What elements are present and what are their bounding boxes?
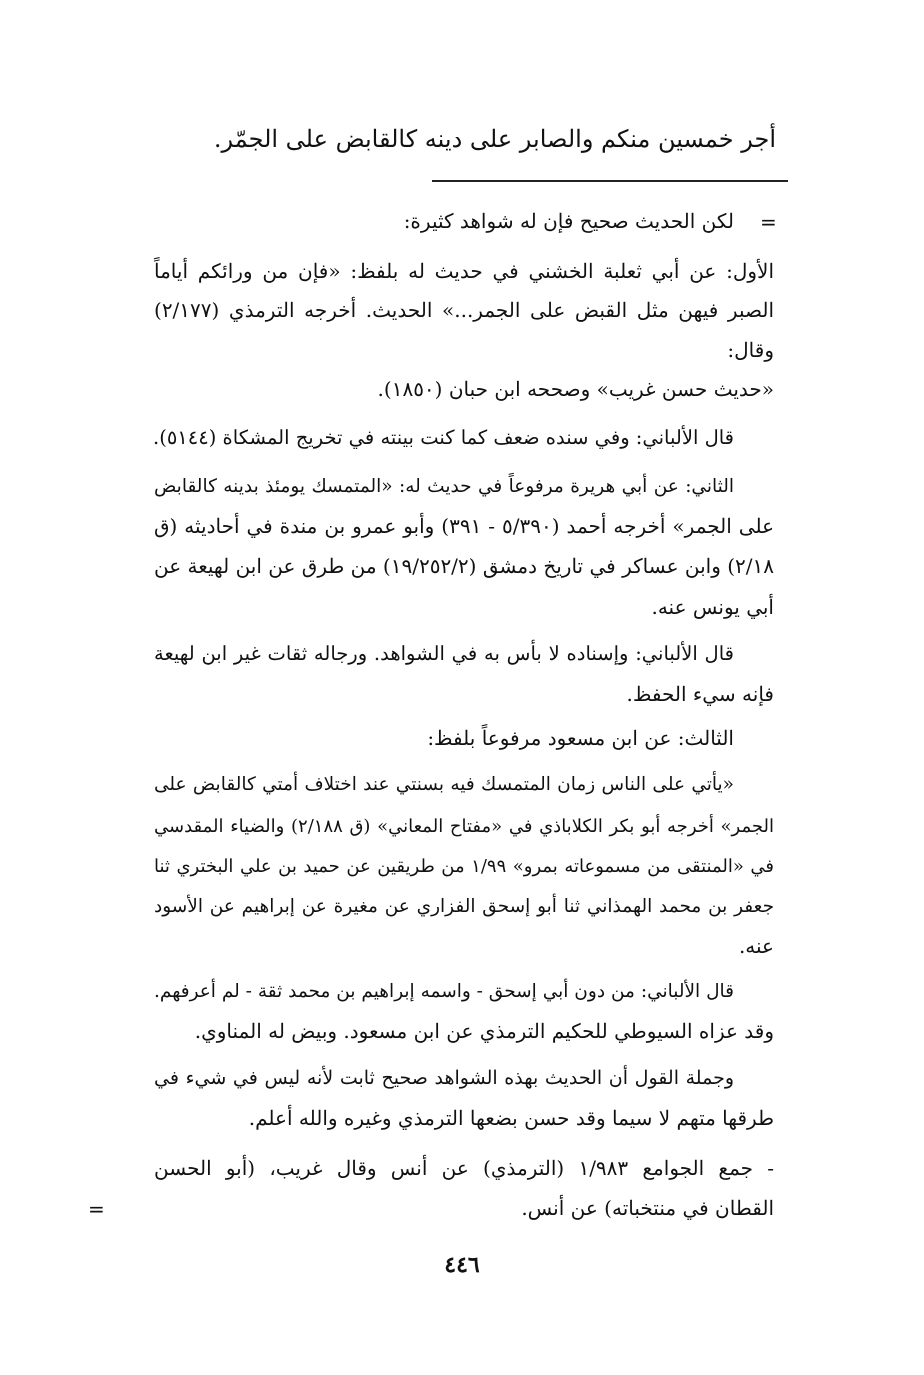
footnote-line: ٢/١٨) وابن عساكر في تاريخ دمشق (١٩/٢٥٢/٢) من طرق عن ابن لهيعة عن: [153, 554, 774, 578]
footnote-line: - جمع الجوامع ١/٩٨٣ (الترمذي) عن أنس وقال غريب، (أبو الحسن: [154, 1156, 774, 1180]
footnote-line: جعفر بن محمد الهمذاني ثنا أبو إسحق الفزاري عن مغيرة عن إبراهيم عن الأسود: [154, 896, 774, 917]
footnote-line: في «المنتقى من مسموعاته بمرو» ١/٩٩ من طريقين عن حميد بن علي البختري ثنا: [154, 856, 774, 877]
footnote-line: «حديث حسن غريب» وصححه ابن حبان (١٨٥٠).: [377, 377, 774, 401]
footnote-line: قال الألباني: وفي سنده ضعف كما كنت بينته في تخريج المشكاة (٥١٤٤).: [153, 426, 734, 449]
page-number: ٤٤٦: [444, 1252, 480, 1278]
footnote-line: الثاني: عن أبي هريرة مرفوعاً في حديث له: «المتمسك يومئذ بدينه كالقابض: [154, 476, 734, 497]
footnote-line: فإنه سيء الحفظ.: [626, 682, 774, 706]
main-text-line: أجر خمسين منكم والصابر على دينه كالقابض على الجمّر.: [213, 125, 776, 153]
footnote-line: «يأتي على الناس زمان المتمسك فيه بسنتي عند اختلاف أمتي كالقابض على: [154, 774, 734, 795]
footnote-line: الجمر» أخرجه أبو بكر الكلاباذي في «مفتاح المعاني» (ق ٢/١٨٨) والضياء المقدسي: [154, 816, 774, 837]
continuation-marker-bottom: =: [88, 1197, 105, 1221]
footnote-line: قال الألباني: وإسناده لا بأس به في الشواهد. ورجاله ثقات غير ابن لهيعة: [154, 642, 734, 665]
footnote-line: الصبر فيهن مثل القبض على الجمر...» الحديث. أخرجه الترمذي (٢/١٧٧): [154, 298, 774, 322]
footnote-line: الثالث: عن ابن مسعود مرفوعاً بلفظ:: [427, 726, 734, 750]
footnote-line: وقال:: [727, 338, 774, 362]
footnote-line: أبي يونس عنه.: [651, 595, 774, 619]
footnote-line: عنه.: [738, 934, 774, 958]
footnote-line: وجملة القول أن الحديث بهذه الشواهد صحيح ثابت لأنه ليس في شيء في: [154, 1067, 734, 1089]
footnote-line: القطان في منتخباته) عن أنس.: [521, 1196, 774, 1220]
footnote-separator: [432, 180, 788, 182]
footnote-line: الأول: عن أبي ثعلبة الخشني في حديث له بلفظ: «فإن من ورائكم أياماً: [154, 259, 774, 283]
continuation-marker-top: =: [760, 210, 777, 234]
footnote-line: على الجمر» أخرجه أحمد (٥/٣٩٠ - ٣٩١) وأبو عمرو بن مندة في أحاديثه (ق: [154, 514, 774, 538]
footnote-line: وقد عزاه السيوطي للحكيم الترمذي عن ابن مسعود. وبيض له المناوي.: [194, 1019, 774, 1043]
footnote-line: قال الألباني: من دون أبي إسحق - واسمه إبراهيم بن محمد ثقة - لم أعرفهم.: [154, 981, 734, 1002]
footnote-line: طرقها متهم لا سيما وقد حسن بضعها الترمذي وغيره والله أعلم.: [248, 1106, 774, 1130]
footnote-line: لكن الحديث صحيح فإن له شواهد كثيرة:: [403, 209, 734, 233]
